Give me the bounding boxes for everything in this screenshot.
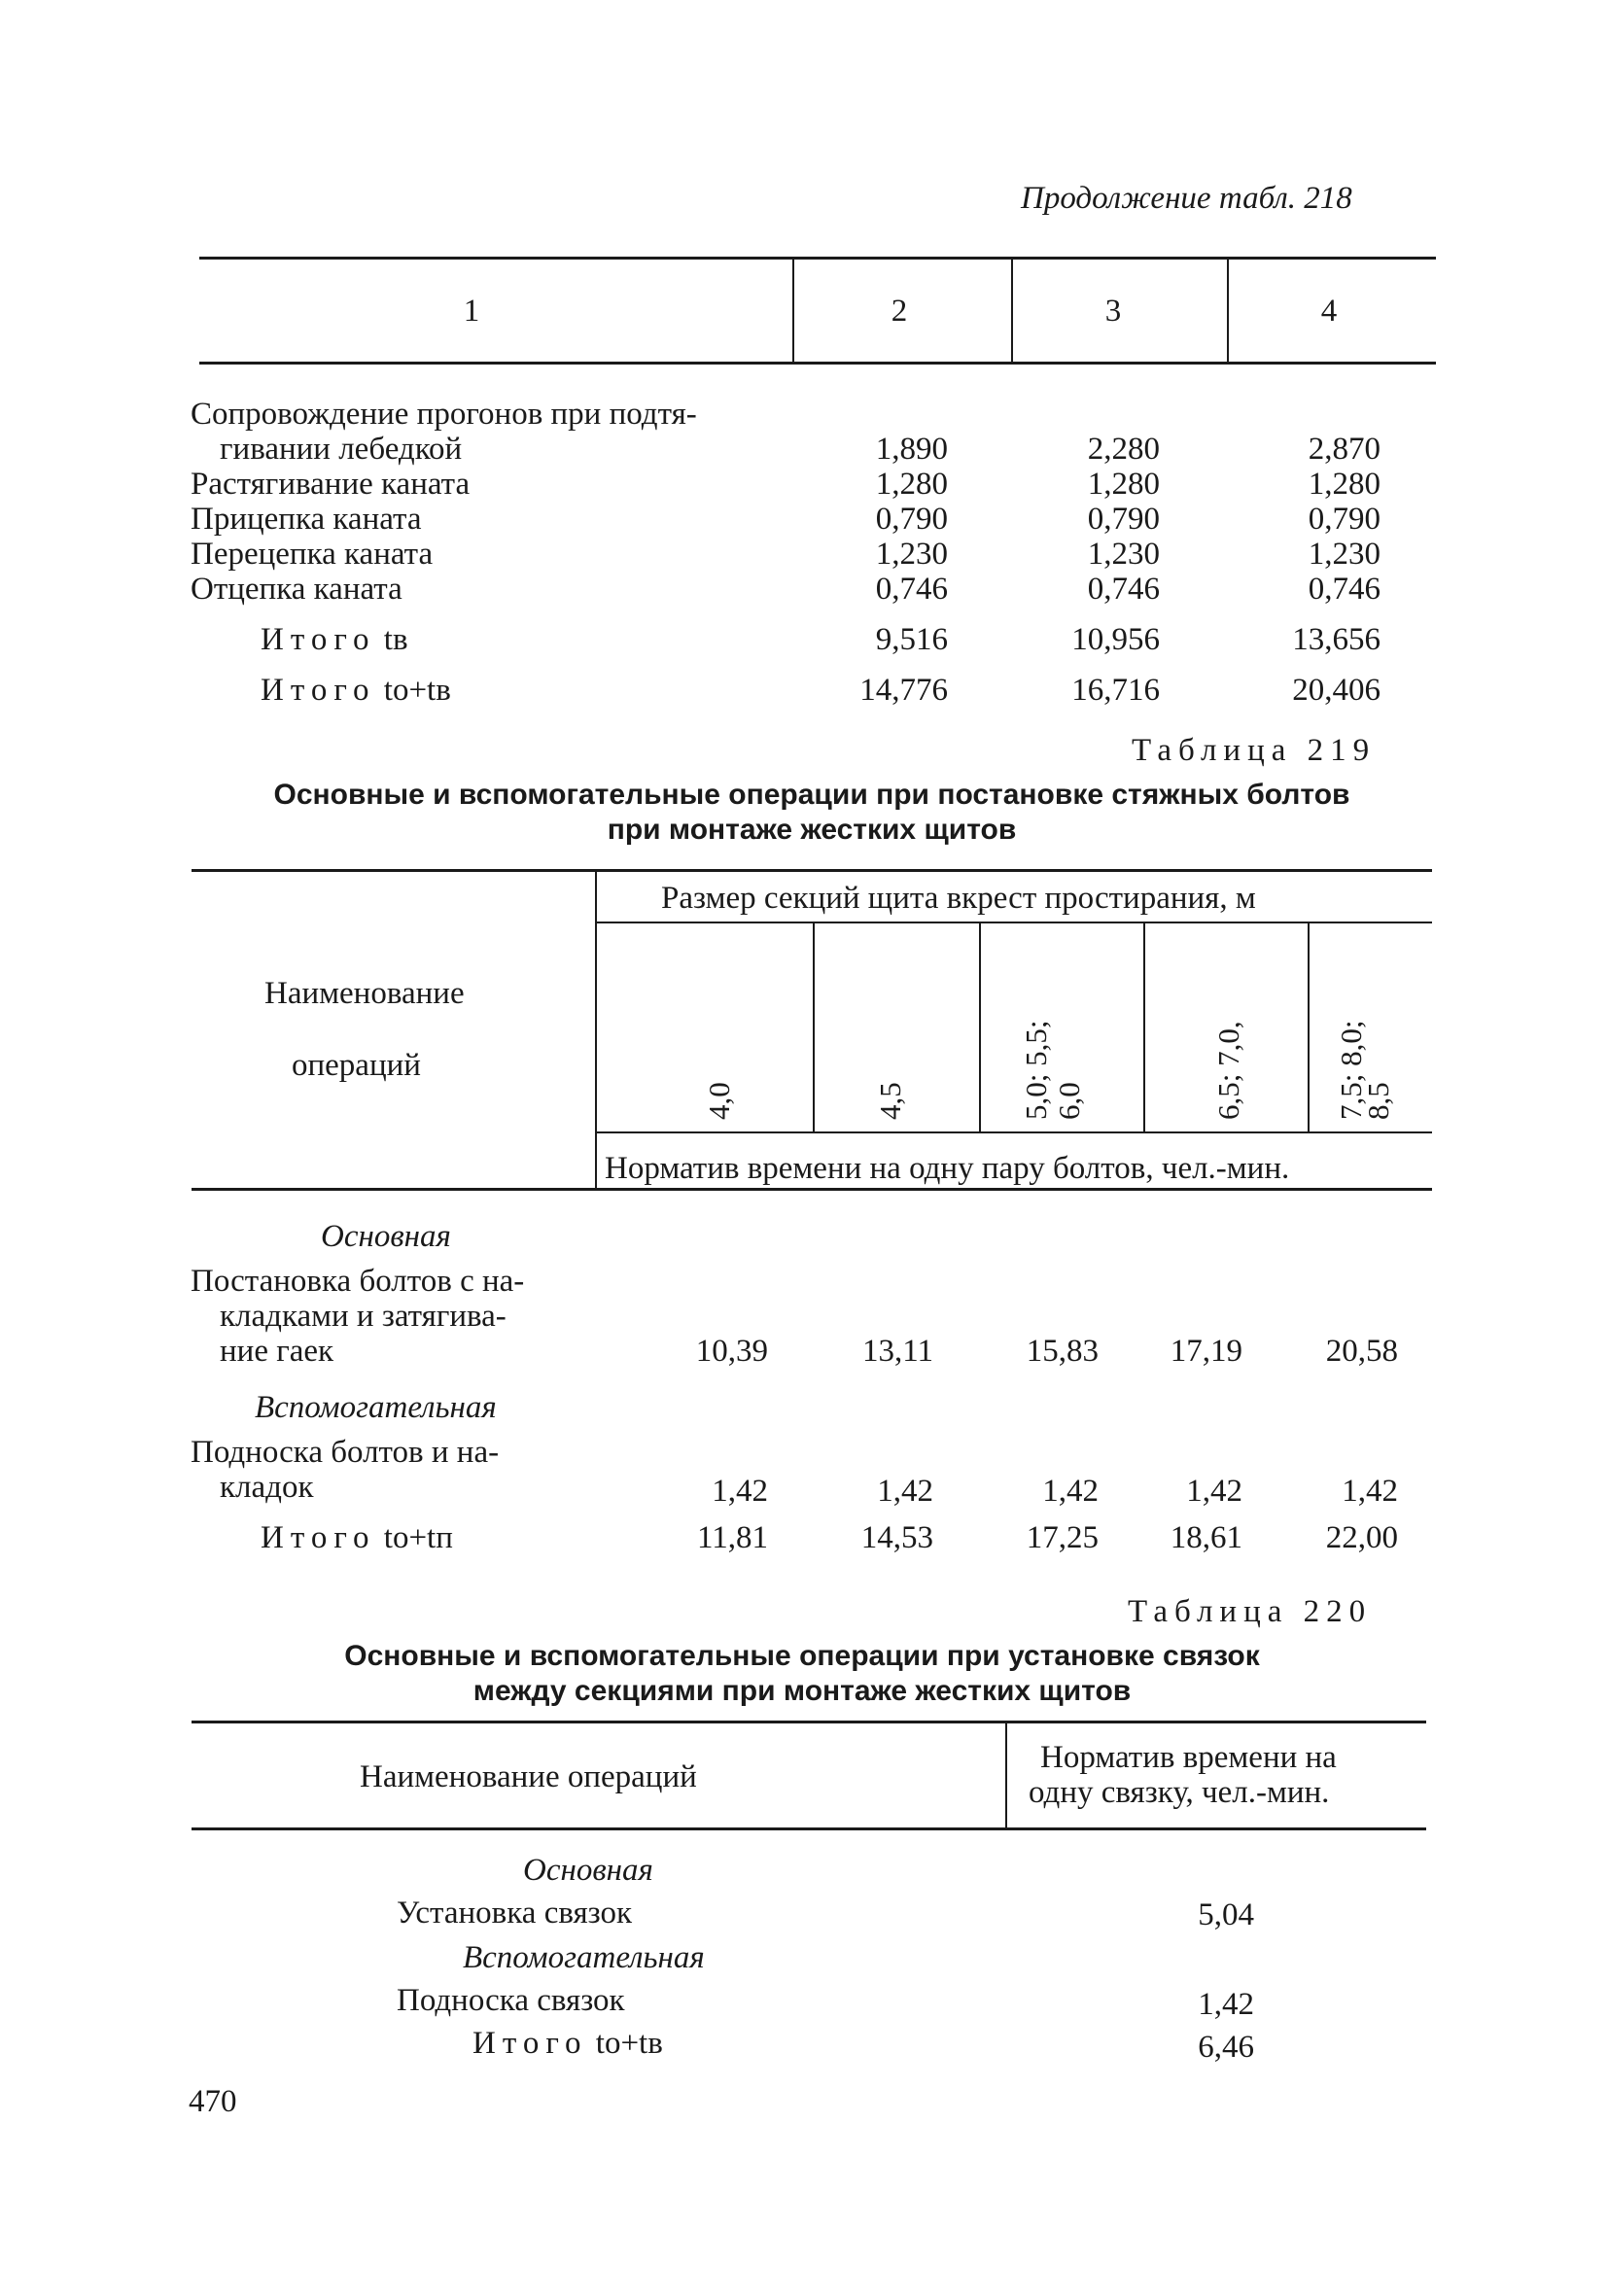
- t219-cell: 13,11: [861, 1334, 933, 1369]
- t218-row-name: Отцепка каната: [191, 572, 402, 607]
- t219-cell: 10,39: [695, 1334, 768, 1369]
- t219-col-name: операций: [292, 1048, 421, 1083]
- t218-total-cell: 16,716: [1071, 673, 1160, 708]
- t219-size: 4,0: [702, 1082, 736, 1120]
- t219-row-name: Постановка болтов с на-: [191, 1264, 525, 1299]
- t218-total-cell: 10,956: [1071, 622, 1160, 657]
- col-divider: [595, 869, 597, 1188]
- t219-title-line2: при монтаже жестких щитов: [607, 814, 1017, 846]
- t220-row-name: Установка связок: [397, 1896, 633, 1931]
- t218-header-3: 3: [1104, 294, 1122, 329]
- t218-row-name: Растягивание каната: [191, 467, 471, 502]
- t219-cell: 20,58: [1325, 1334, 1398, 1369]
- t220-total-cell: 6,46: [1198, 2030, 1254, 2065]
- t220-label: Таблица 220: [1128, 1594, 1373, 1629]
- t218-total-label: Итого tв: [261, 622, 408, 657]
- page-number: 470: [189, 2084, 237, 2119]
- t220-section-title: Вспомогательная: [463, 1940, 705, 1975]
- t220-section-title: Основная: [523, 1853, 653, 1888]
- t220-col2-header: одну связку, чел.-мин.: [1029, 1775, 1330, 1810]
- t218-cell: 0,790: [1308, 502, 1381, 537]
- t220-cell: 1,42: [1198, 1987, 1254, 2022]
- t218-total-cell: 9,516: [875, 622, 948, 657]
- t219-size: 5,0; 5,5;: [1019, 1020, 1053, 1120]
- col-divider: [813, 922, 815, 1131]
- t218-row-name: Прицепка каната: [191, 502, 422, 537]
- t219-row-name: ние гаек: [220, 1334, 334, 1369]
- t218-cell: 1,280: [875, 467, 948, 502]
- t220-col1-header: Наименование операций: [360, 1759, 697, 1794]
- t219-cell: 17,19: [1170, 1334, 1242, 1369]
- t218-row-name: Сопровождение прогонов при подтя-: [191, 397, 697, 432]
- t219-size-header: Размер секций щита вкрест простирания, м: [661, 881, 1256, 916]
- col-divider: [979, 922, 981, 1131]
- t219-cell: 1,42: [712, 1474, 768, 1509]
- col-divider: [1308, 922, 1310, 1131]
- t219-cell: 1,42: [877, 1474, 933, 1509]
- col-divider: [1227, 257, 1229, 362]
- t219-cell: 1,42: [1042, 1474, 1099, 1509]
- t219-label: Таблица 219: [1132, 733, 1377, 768]
- t218-cell: 1,230: [875, 537, 948, 572]
- rule: [192, 869, 1432, 872]
- t219-row-name: кладок: [220, 1470, 314, 1505]
- t218-cell: 1,230: [1308, 537, 1381, 572]
- rule: [192, 1827, 1426, 1830]
- t219-total-cell: 14,53: [860, 1520, 933, 1555]
- t219-size: 4,5: [873, 1082, 907, 1120]
- t219-total-cell: 22,00: [1325, 1520, 1398, 1555]
- rule: [199, 257, 1436, 260]
- t219-row-name: Подноска болтов и на-: [191, 1435, 500, 1470]
- t219-section-title: Основная: [321, 1219, 451, 1254]
- t218-cell: 2,870: [1308, 432, 1381, 467]
- t218-cell: 1,280: [1087, 467, 1160, 502]
- t218-cell: 0,790: [1087, 502, 1160, 537]
- t219-title-line1: Основные и вспомогательные операции при постановке стяжных болтов: [273, 779, 1350, 811]
- t219-total-label: Итого tо+tп: [261, 1520, 453, 1555]
- t218-total-label: Итого tо+tв: [261, 673, 451, 708]
- t220-row-name: Подноска связок: [397, 1983, 625, 2018]
- t219-cell: 1,42: [1186, 1474, 1242, 1509]
- t218-cell: 0,790: [875, 502, 948, 537]
- t220-title-line1: Основные и вспомогательные операции при установке связок: [344, 1640, 1260, 1672]
- continuation-label: Продолжение табл. 218: [1021, 181, 1352, 216]
- t218-cell: 0,746: [1308, 572, 1381, 607]
- t219-size: 6,0: [1052, 1082, 1086, 1120]
- t218-total-cell: 14,776: [859, 673, 948, 708]
- rule: [192, 1721, 1426, 1723]
- t218-row-name: гивании лебедкой: [220, 432, 463, 467]
- rule: [597, 1131, 1432, 1133]
- t219-col-name: Наименование: [264, 976, 465, 1011]
- t218-row-name: Перецепка каната: [191, 537, 434, 572]
- t220-title-line2: между секциями при монтаже жестких щитов: [472, 1675, 1132, 1707]
- t219-total-cell: 17,25: [1026, 1520, 1099, 1555]
- t219-total-cell: 11,81: [696, 1520, 768, 1555]
- t218-cell: 2,280: [1087, 432, 1160, 467]
- t218-cell: 1,280: [1308, 467, 1381, 502]
- col-divider: [1143, 922, 1145, 1131]
- t219-cell: 15,83: [1026, 1334, 1099, 1369]
- col-divider: [1005, 1721, 1007, 1829]
- t220-cell: 5,04: [1198, 1897, 1254, 1932]
- t219-size: 6,5; 7,0,: [1211, 1021, 1245, 1120]
- t219-size: 8,5: [1361, 1082, 1395, 1120]
- t218-total-cell: 20,406: [1292, 673, 1381, 708]
- t219-section-title: Вспомогательная: [255, 1390, 497, 1425]
- t219-row-name: кладками и затягива-: [220, 1299, 507, 1334]
- rule: [199, 362, 1436, 365]
- t219-size: 7,5; 8,0;: [1334, 1020, 1368, 1120]
- t219-cell: 1,42: [1342, 1474, 1398, 1509]
- t219-norm-header: Норматив времени на одну пару болтов, чел.-мин.: [605, 1151, 1290, 1186]
- rule: [192, 1188, 1432, 1191]
- t220-total-label: Итого tо+tв: [472, 2026, 663, 2061]
- t218-header-4: 4: [1320, 294, 1338, 329]
- t220-col2-header: Норматив времени на: [1040, 1740, 1337, 1775]
- t218-cell: 1,890: [875, 432, 948, 467]
- t218-header-1: 1: [463, 294, 480, 329]
- col-divider: [792, 257, 794, 362]
- t218-cell: 0,746: [875, 572, 948, 607]
- t219-total-cell: 18,61: [1170, 1520, 1242, 1555]
- t218-total-cell: 13,656: [1292, 622, 1381, 657]
- t218-cell: 0,746: [1087, 572, 1160, 607]
- col-divider: [1011, 257, 1013, 362]
- t218-cell: 1,230: [1087, 537, 1160, 572]
- t218-header-2: 2: [891, 294, 908, 329]
